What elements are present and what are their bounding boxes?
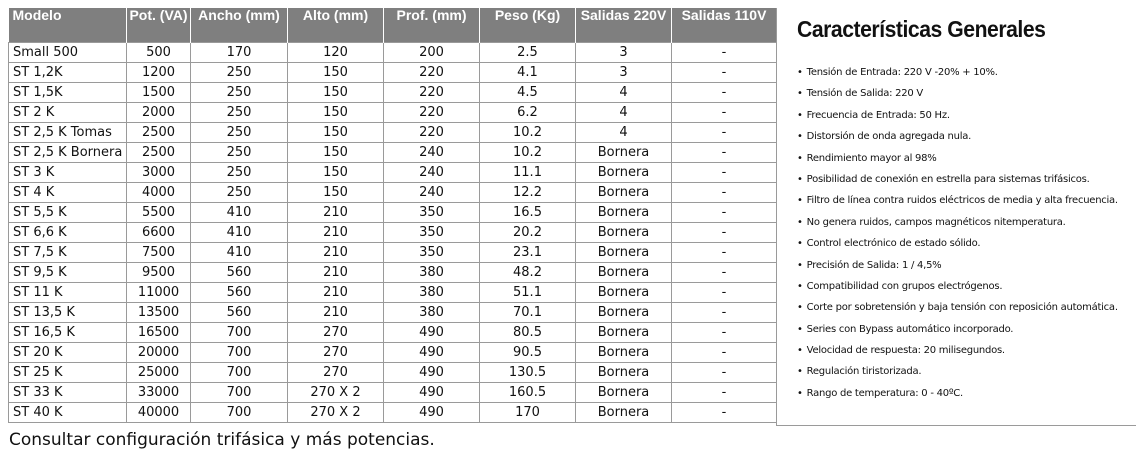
table-cell: - <box>672 323 777 343</box>
specs-table-body <box>9 43 777 423</box>
table-cell: 380 <box>384 283 480 303</box>
table-cell: - <box>672 303 777 323</box>
table-cell: - <box>672 183 777 203</box>
table-cell: - <box>672 163 777 183</box>
column-header: Peso (Kg) <box>480 8 576 43</box>
table-cell: ST 9,5 K <box>9 263 127 283</box>
table-row <box>9 323 777 343</box>
table-cell: - <box>672 343 777 363</box>
table-cell: - <box>672 43 777 63</box>
table-cell: ST 6,6 K <box>9 223 127 243</box>
table-cell: 350 <box>384 243 480 263</box>
table-cell: 250 <box>191 103 288 123</box>
table-cell: 90.5 <box>480 343 576 363</box>
table-row <box>9 203 777 223</box>
table-cell: 490 <box>384 363 480 383</box>
table-cell: 560 <box>191 283 288 303</box>
table-cell: 220 <box>384 123 480 143</box>
feature-item: • Compatibilidad con grupos electrógenos. <box>797 276 1136 297</box>
table-cell: 13500 <box>127 303 191 323</box>
table-cell: 170 <box>191 43 288 63</box>
table-cell: 250 <box>191 183 288 203</box>
table-cell: 20000 <box>127 343 191 363</box>
footer-note: Consultar configuración trifásica y más potencias. <box>9 430 435 450</box>
table-cell: Small 500 <box>9 43 127 63</box>
table-cell: ST 1,2K <box>9 63 127 83</box>
table-cell: Bornera <box>576 303 672 323</box>
table-row <box>9 403 777 423</box>
table-cell: 48.2 <box>480 263 576 283</box>
table-cell: ST 11 K <box>9 283 127 303</box>
table-cell: 240 <box>384 163 480 183</box>
table-cell: 3 <box>576 43 672 63</box>
table-row <box>9 243 777 263</box>
table-cell: - <box>672 83 777 103</box>
table-cell: Bornera <box>576 263 672 283</box>
feature-item: • Tensión de Entrada: 220 V -20% + 10%. <box>797 62 1136 83</box>
table-cell: 150 <box>288 63 384 83</box>
table-cell: ST 3 K <box>9 163 127 183</box>
feature-item: • Filtro de línea contra ruidos eléctricos de media y alta frecuencia. <box>797 190 1136 211</box>
table-row <box>9 163 777 183</box>
table-row <box>9 283 777 303</box>
table-cell: ST 25 K <box>9 363 127 383</box>
table-cell: 350 <box>384 223 480 243</box>
specs-table <box>8 8 777 423</box>
table-cell: - <box>672 103 777 123</box>
feature-item: • Distorsión de onda agregada nula. <box>797 126 1136 147</box>
table-cell: 4 <box>576 103 672 123</box>
table-cell: 270 <box>288 363 384 383</box>
feature-item: • Posibilidad de conexión en estrella para sistemas trifásicos. <box>797 169 1136 190</box>
table-cell: ST 2,5 K Bornera <box>9 143 127 163</box>
table-row <box>9 363 777 383</box>
table-cell: 2.5 <box>480 43 576 63</box>
table-cell: 9500 <box>127 263 191 283</box>
table-cell: 500 <box>127 43 191 63</box>
table-cell: 7500 <box>127 243 191 263</box>
table-cell: 380 <box>384 263 480 283</box>
column-header: Salidas 110V <box>672 8 777 43</box>
feature-item: • No genera ruidos, campos magnéticos nitemperatura. <box>797 212 1136 233</box>
table-row <box>9 343 777 363</box>
table-cell: ST 2 K <box>9 103 127 123</box>
table-cell: - <box>672 283 777 303</box>
feature-item: • Control electrónico de estado sólido. <box>797 233 1136 254</box>
table-cell: ST 16,5 K <box>9 323 127 343</box>
table-cell: - <box>672 223 777 243</box>
table-cell: 170 <box>480 403 576 423</box>
table-cell: 130.5 <box>480 363 576 383</box>
table-cell: 23.1 <box>480 243 576 263</box>
feature-item: • Rango de temperatura: 0 - 40ºC. <box>797 383 1136 404</box>
column-header: Salidas 220V <box>576 8 672 43</box>
table-cell: 220 <box>384 103 480 123</box>
table-row <box>9 143 777 163</box>
table-cell: - <box>672 263 777 283</box>
table-cell: 40000 <box>127 403 191 423</box>
table-cell: 3 <box>576 63 672 83</box>
feature-item: • Rendimiento mayor al 98% <box>797 148 1136 169</box>
table-cell: 11.1 <box>480 163 576 183</box>
table-cell: 150 <box>288 83 384 103</box>
table-cell: 5500 <box>127 203 191 223</box>
table-cell: ST 40 K <box>9 403 127 423</box>
table-cell: 240 <box>384 143 480 163</box>
features-title: Características Generales <box>797 16 1046 42</box>
table-cell: 16.5 <box>480 203 576 223</box>
table-cell: 150 <box>288 123 384 143</box>
column-header: Ancho (mm) <box>191 8 288 43</box>
table-row <box>9 103 777 123</box>
table-cell: 20.2 <box>480 223 576 243</box>
table-cell: 210 <box>288 243 384 263</box>
feature-item: • Frecuencia de Entrada: 50 Hz. <box>797 105 1136 126</box>
feature-item: • Corte por sobretensión y baja tensión con reposición automática. <box>797 297 1136 318</box>
table-cell: 270 <box>288 343 384 363</box>
feature-item: • Series con Bypass automático incorporado. <box>797 319 1136 340</box>
table-cell: Bornera <box>576 343 672 363</box>
table-cell: 250 <box>191 83 288 103</box>
table-cell: 560 <box>191 303 288 323</box>
table-cell: - <box>672 363 777 383</box>
table-cell: - <box>672 243 777 263</box>
table-row <box>9 263 777 283</box>
table-cell: 3000 <box>127 163 191 183</box>
table-cell: 4.1 <box>480 63 576 83</box>
table-cell: Bornera <box>576 143 672 163</box>
table-cell: Bornera <box>576 323 672 343</box>
table-row <box>9 123 777 143</box>
table-cell: 250 <box>191 63 288 83</box>
table-cell: 210 <box>288 303 384 323</box>
table-cell: 350 <box>384 203 480 223</box>
table-cell: 700 <box>191 363 288 383</box>
table-cell: 210 <box>288 263 384 283</box>
table-cell: 6600 <box>127 223 191 243</box>
table-cell: 150 <box>288 183 384 203</box>
feature-item: • Tensión de Salida: 220 V <box>797 83 1136 104</box>
table-cell: - <box>672 203 777 223</box>
table-cell: 700 <box>191 403 288 423</box>
table-cell: 410 <box>191 203 288 223</box>
table-cell: 700 <box>191 323 288 343</box>
table-cell: 160.5 <box>480 383 576 403</box>
table-cell: 16500 <box>127 323 191 343</box>
specs-table-header <box>9 8 777 43</box>
table-cell: 490 <box>384 403 480 423</box>
table-cell: 220 <box>384 83 480 103</box>
table-cell: 150 <box>288 163 384 183</box>
table-cell: 220 <box>384 63 480 83</box>
table-cell: 410 <box>191 243 288 263</box>
table-cell: 210 <box>288 203 384 223</box>
table-cell: 12.2 <box>480 183 576 203</box>
table-cell: 1500 <box>127 83 191 103</box>
table-cell: 490 <box>384 383 480 403</box>
features-panel <box>776 8 1136 426</box>
table-cell: 270 <box>288 323 384 343</box>
table-cell: 4.5 <box>480 83 576 103</box>
table-cell: ST 5,5 K <box>9 203 127 223</box>
table-cell: 380 <box>384 303 480 323</box>
table-cell: - <box>672 123 777 143</box>
table-cell: 490 <box>384 343 480 363</box>
column-header: Alto (mm) <box>288 8 384 43</box>
table-cell: 10.2 <box>480 123 576 143</box>
table-cell: 80.5 <box>480 323 576 343</box>
table-cell: 70.1 <box>480 303 576 323</box>
table-cell: ST 2,5 K Tomas <box>9 123 127 143</box>
table-cell: 6.2 <box>480 103 576 123</box>
features-list <box>797 62 1136 404</box>
table-cell: ST 20 K <box>9 343 127 363</box>
table-cell: Bornera <box>576 283 672 303</box>
table-cell: Bornera <box>576 403 672 423</box>
table-cell: 51.1 <box>480 283 576 303</box>
table-cell: 4 <box>576 83 672 103</box>
feature-item: • Regulación tiristorizada. <box>797 361 1136 382</box>
column-header: Pot. (VA) <box>127 8 191 43</box>
table-cell: 200 <box>384 43 480 63</box>
table-cell: 270 X 2 <box>288 383 384 403</box>
table-row <box>9 83 777 103</box>
table-cell: 2500 <box>127 143 191 163</box>
table-cell: 4000 <box>127 183 191 203</box>
table-cell: Bornera <box>576 163 672 183</box>
table-cell: 4 <box>576 123 672 143</box>
header-row <box>9 8 777 43</box>
table-cell: 490 <box>384 323 480 343</box>
table-cell: 11000 <box>127 283 191 303</box>
table-row <box>9 63 777 83</box>
table-cell: Bornera <box>576 223 672 243</box>
table-row <box>9 223 777 243</box>
table-row <box>9 183 777 203</box>
table-cell: ST 33 K <box>9 383 127 403</box>
table-cell: Bornera <box>576 203 672 223</box>
table-cell: 210 <box>288 223 384 243</box>
table-row <box>9 303 777 323</box>
table-cell: Bornera <box>576 183 672 203</box>
table-cell: ST 13,5 K <box>9 303 127 323</box>
table-cell: 700 <box>191 343 288 363</box>
table-cell: 150 <box>288 143 384 163</box>
table-cell: 33000 <box>127 383 191 403</box>
table-cell: - <box>672 63 777 83</box>
table-cell: 1200 <box>127 63 191 83</box>
table-cell: 210 <box>288 283 384 303</box>
column-header: Prof. (mm) <box>384 8 480 43</box>
table-cell: Bornera <box>576 243 672 263</box>
table-cell: - <box>672 143 777 163</box>
table-cell: - <box>672 403 777 423</box>
table-cell: ST 7,5 K <box>9 243 127 263</box>
table-cell: Bornera <box>576 363 672 383</box>
table-cell: - <box>672 383 777 403</box>
table-cell: Bornera <box>576 383 672 403</box>
table-cell: 2000 <box>127 103 191 123</box>
table-cell: ST 4 K <box>9 183 127 203</box>
table-row <box>9 383 777 403</box>
table-cell: 240 <box>384 183 480 203</box>
table-cell: 250 <box>191 163 288 183</box>
column-header: Modelo <box>9 8 127 43</box>
table-cell: 560 <box>191 263 288 283</box>
feature-item: • Velocidad de respuesta: 20 milisegundos. <box>797 340 1136 361</box>
table-cell: 270 X 2 <box>288 403 384 423</box>
table-cell: ST 1,5K <box>9 83 127 103</box>
table-cell: 120 <box>288 43 384 63</box>
table-cell: 250 <box>191 123 288 143</box>
table-cell: 150 <box>288 103 384 123</box>
table-cell: 410 <box>191 223 288 243</box>
table-row <box>9 43 777 63</box>
table-cell: 250 <box>191 143 288 163</box>
table-cell: 25000 <box>127 363 191 383</box>
feature-item: • Precisión de Salida: 1 / 4,5% <box>797 255 1136 276</box>
table-cell: 700 <box>191 383 288 403</box>
table-cell: 2500 <box>127 123 191 143</box>
table-cell: 10.2 <box>480 143 576 163</box>
